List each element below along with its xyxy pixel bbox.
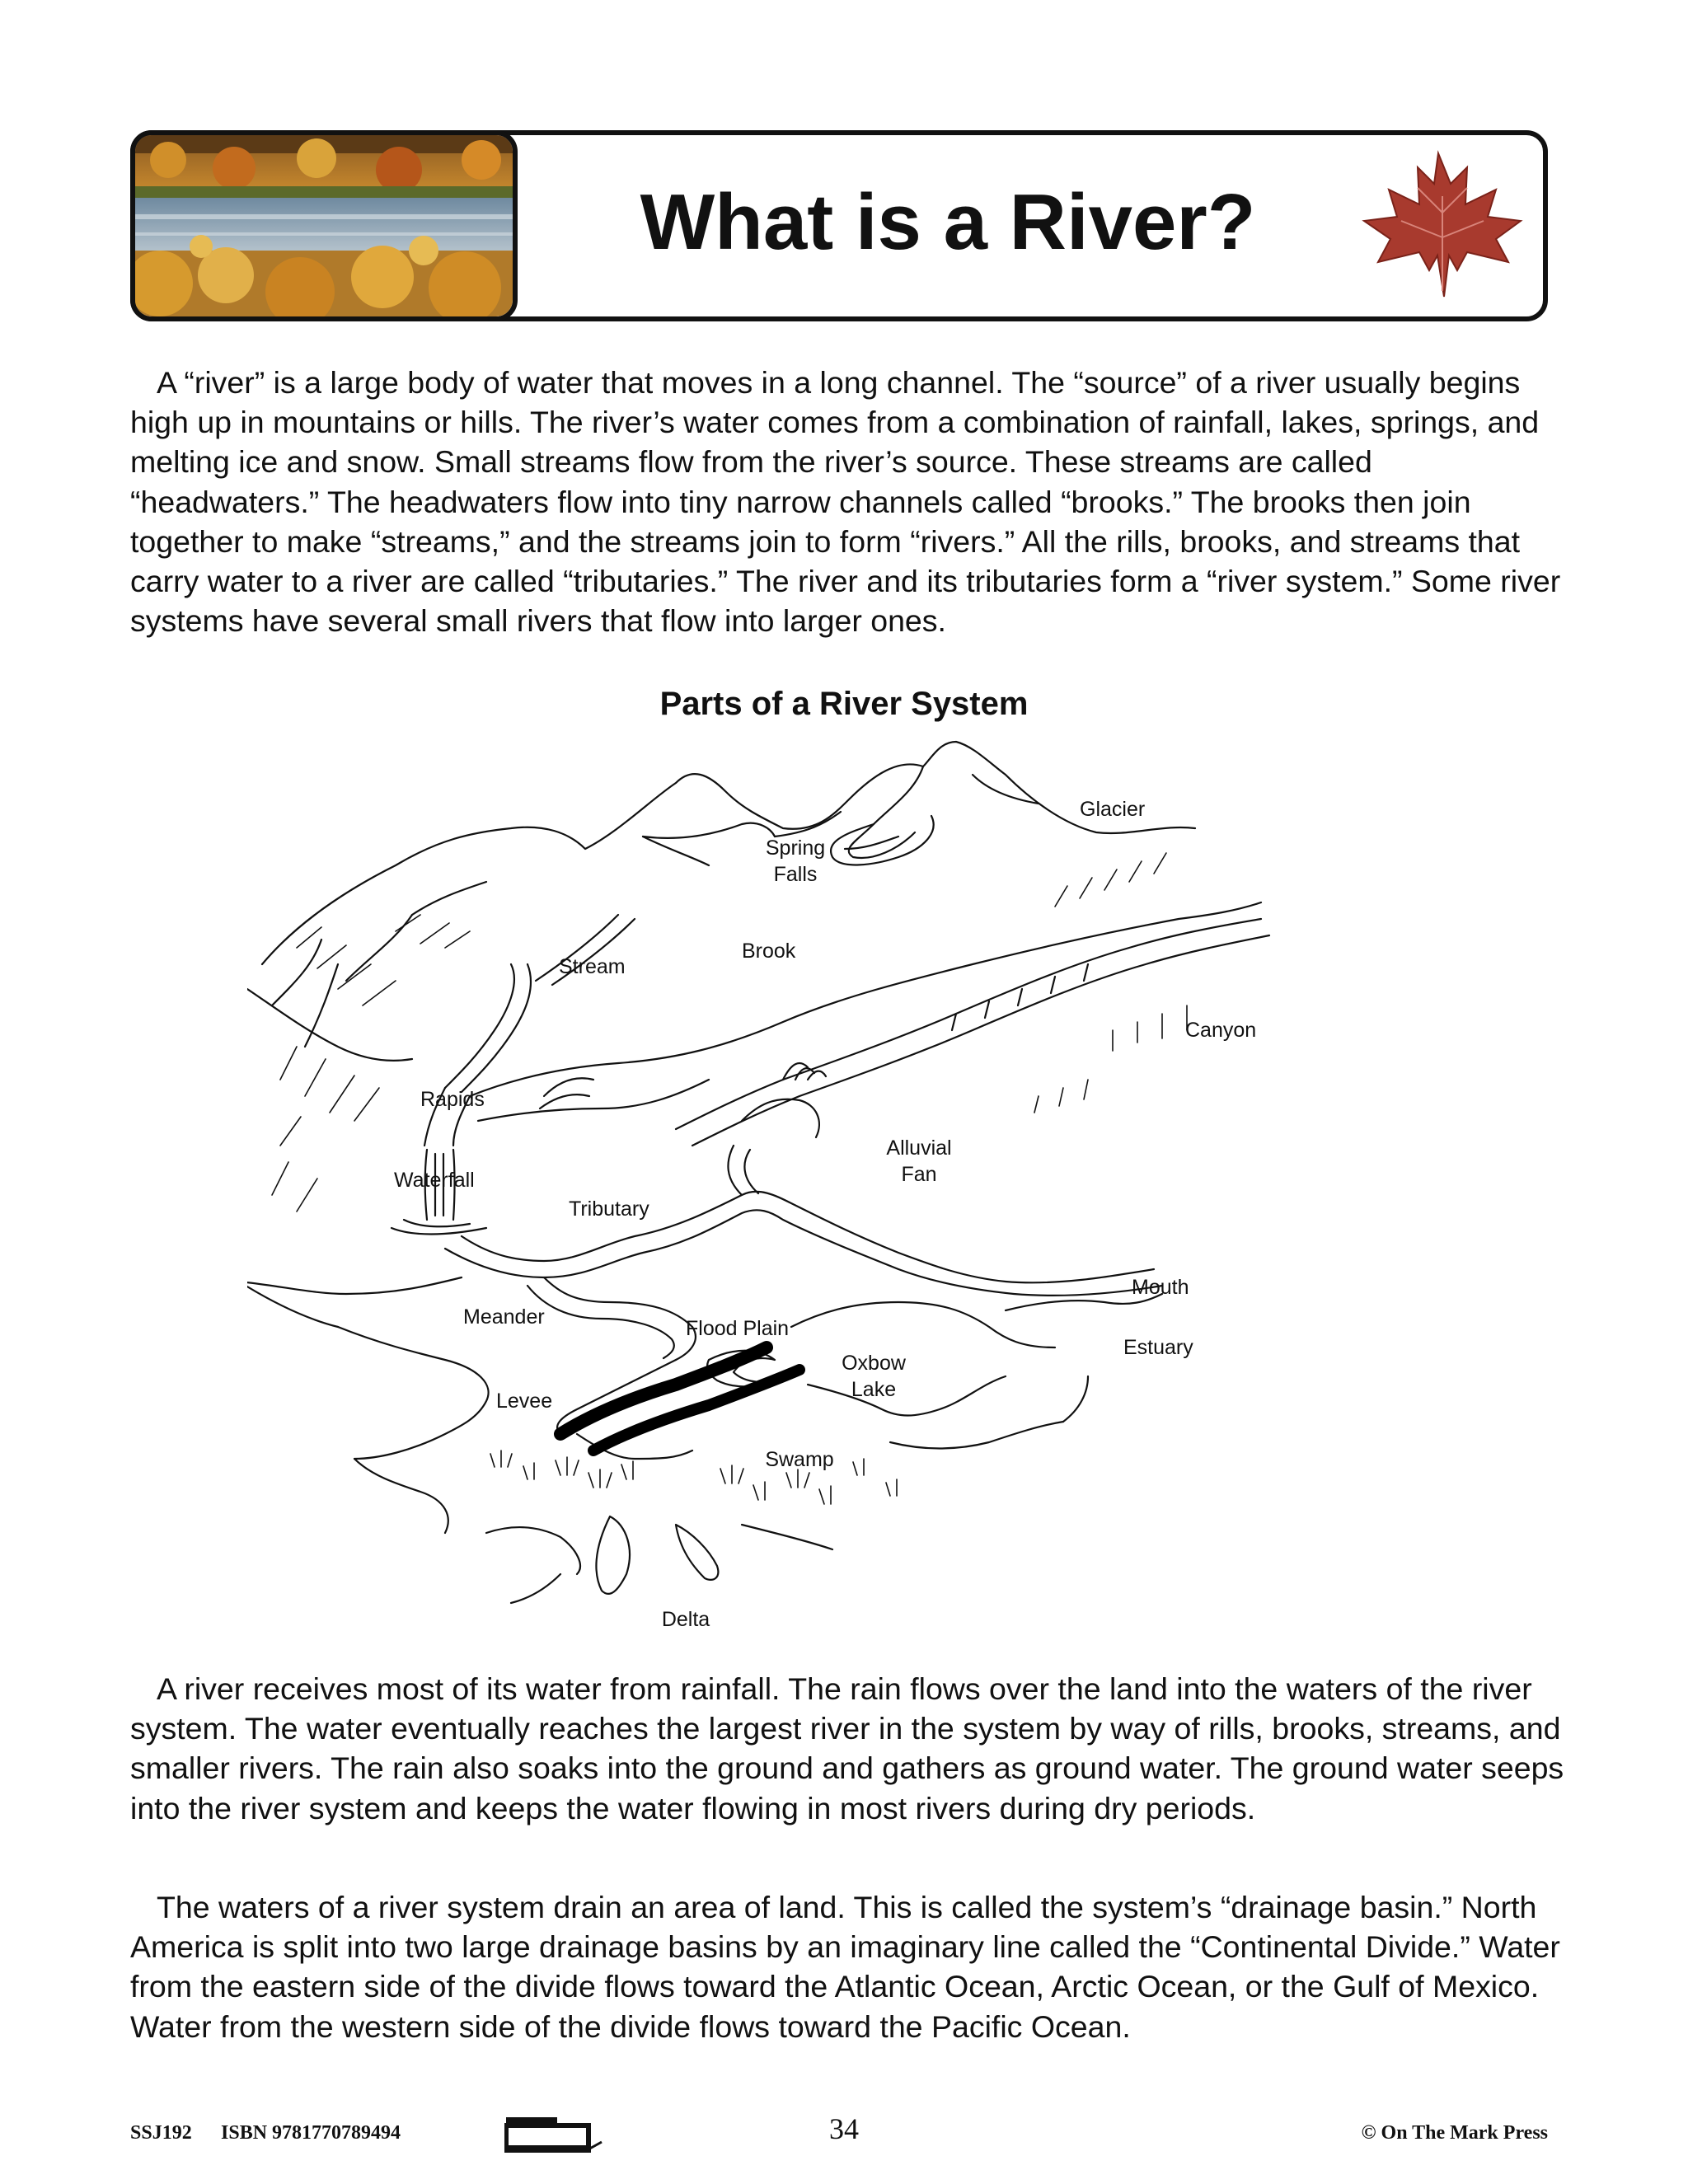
footer-copyright: © On The Mark Press [1361, 2122, 1548, 2144]
diagram-title: Parts of a River System [659, 686, 1029, 722]
label-mouth: Mouth [1132, 1276, 1189, 1299]
page-number: 34 [829, 2112, 859, 2145]
drainage-basin-paragraph: The waters of a river system drain an area of land. This is called the system’s “drainage basin.” North America is split into two large drainage basins by an imaginary line called the “Continental Divide.” Water from the eastern side of the divide flows toward the Atlantic Ocean, Arctic Ocean, or the Gulf of Mexico. Water from the western side of the divide flows toward the Pacific Ocean. [130, 1890, 1560, 2044]
label-glacier: Glacier [1080, 798, 1146, 821]
river-photo [130, 130, 518, 321]
label-alluvial-fan-1: Alluvial [886, 1137, 952, 1160]
page-title: What is a River? [640, 178, 1256, 266]
label-alluvial-fan-2: Fan [901, 1163, 937, 1186]
label-swamp: Swamp [765, 1448, 834, 1471]
label-stream: Stream [559, 955, 626, 978]
label-spring-falls-1: Spring [765, 837, 826, 860]
label-delta: Delta [661, 1608, 710, 1631]
label-waterfall: Waterfall [394, 1169, 475, 1192]
label-tributary: Tributary [569, 1197, 649, 1221]
maple-leaf-icon [1352, 147, 1533, 303]
label-meander: Meander [463, 1305, 545, 1329]
label-spring-falls-2: Falls [773, 863, 818, 886]
label-brook: Brook [742, 940, 796, 963]
label-flood-plain: Flood Plain [686, 1317, 790, 1340]
intro-paragraph: A “river” is a large body of water that moves in a long channel. The “source” of a river usually begins high up in mountains or hills. The river’s water comes from a combination of rainfall, lakes, springs, and melting ice and snow. Small streams flow from the river’s source. These streams are called “headwaters.” The headwaters flow into tiny narrow channels called “brooks.” The brooks then join together to make “streams,” and the streams join to form “rivers.” All the rills, brooks, and streams that carry water to a river are called “tributaries.” The river and its tributaries form a “river system.” Some river systems have several small rivers that flow into larger ones. [130, 365, 1561, 639]
footer-code: SSJ192 [130, 2122, 192, 2144]
label-estuary: Estuary [1123, 1336, 1193, 1359]
river-system-diagram [247, 733, 1352, 1648]
footer-isbn: ISBN 9781770789494 [221, 2122, 401, 2144]
rainfall-paragraph: A river receives most of its water from rainfall. The rain flows over the land into the waters of the river system. The water eventually reaches the largest river in the system by way of rills, brooks, streams, and smaller rivers. The rain also soaks into the ground and gathers as ground water. The ground water seeps into the river system and keeps the water flowing in most rivers during dry periods. [130, 1671, 1564, 1825]
label-oxbow-lake-1: Oxbow [842, 1352, 906, 1375]
label-rapids: Rapids [420, 1088, 485, 1111]
label-canyon: Canyon [1185, 1019, 1257, 1042]
label-oxbow-lake-2: Lake [851, 1378, 897, 1401]
label-levee: Levee [496, 1390, 553, 1413]
